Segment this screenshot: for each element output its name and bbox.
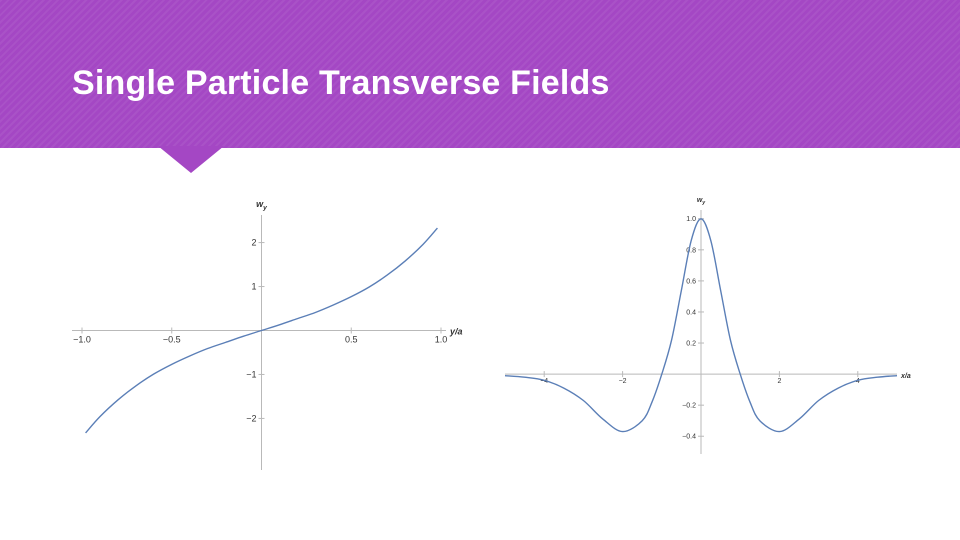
left-x-tick-label: 0.5 xyxy=(344,334,358,345)
right-x-tick-label: −2 xyxy=(618,378,627,386)
left-y-tick-label: −1 xyxy=(246,369,257,380)
right-x-axis-label: x/a xyxy=(901,373,911,381)
left-x-tick-label: −0.5 xyxy=(162,334,181,345)
slide-title: Single Particle Transverse Fields xyxy=(72,64,610,102)
left-x-tick-label: 1.0 xyxy=(434,334,448,345)
left-y-tick-label: 2 xyxy=(251,237,257,248)
right-y-tick-label: −0.2 xyxy=(682,402,696,410)
right-y-tick-label: 0.2 xyxy=(686,340,696,348)
right-y-tick-label: 1.0 xyxy=(686,216,696,224)
right-y-tick-label: 0.4 xyxy=(686,309,696,317)
right-y-tick-label: 0.8 xyxy=(686,247,696,255)
left-y-axis-label: $w_y$ xyxy=(256,199,267,212)
left-y-tick-label: −2 xyxy=(246,413,257,424)
right-x-tick-label: 2 xyxy=(777,378,782,386)
right-y-tick-label: −0.4 xyxy=(682,433,696,441)
left-x-tick-label: −1.0 xyxy=(73,334,91,345)
right-y-axis-label: $w_y$ xyxy=(696,197,706,207)
right-x-tick-label: 4 xyxy=(855,378,860,386)
left-y-tick-label: 1 xyxy=(251,281,257,292)
right-x-tick-label: −4 xyxy=(540,378,549,386)
left-x-axis-label: y/a xyxy=(450,326,463,337)
right-y-tick-label: 0.6 xyxy=(686,278,696,286)
